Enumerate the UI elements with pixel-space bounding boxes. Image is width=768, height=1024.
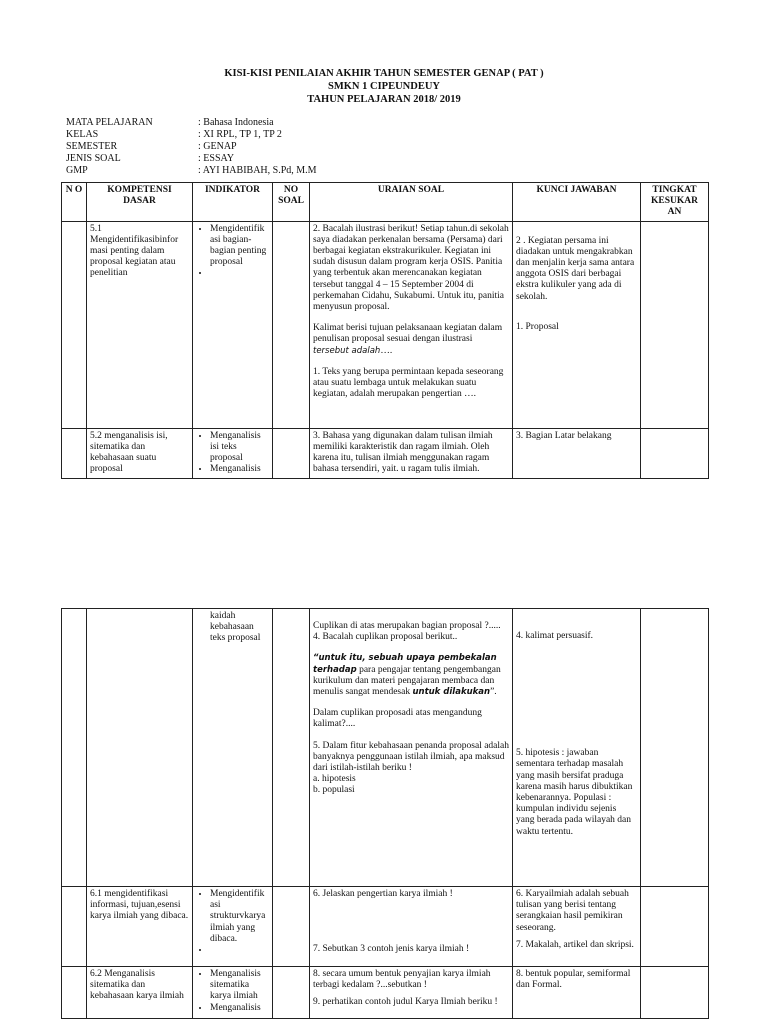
cell-no-soal <box>273 967 310 1019</box>
handwritten-text: tersebut adalah <box>313 345 381 356</box>
table-row <box>62 609 709 887</box>
cell-uraian <box>310 967 513 1019</box>
cell-indikator <box>193 221 273 428</box>
indicator-item: • Menganalisis sitematika karya ilmiah <box>210 969 269 1003</box>
answer-text: 2 . Kegiatan persama ini diadakan untuk mengakrabkan dan menjalin kerja sama antara anggota OSIS dari berbagai ekstra kulikuler yang ada di sekolah. <box>516 235 635 302</box>
cell-tingkat <box>641 609 709 887</box>
question-text: 1. Teks yang berupa permintaan kepada seseorang atau suatu lembaga untuk melakukan suatu kegiatan, adalah merupakan pengertian …. <box>313 366 504 400</box>
cell-no <box>62 967 87 1019</box>
indicator-item: • Menganalisis <box>210 1003 269 1014</box>
cell-no <box>62 221 87 428</box>
indicator-item: • Menganalisis <box>210 464 269 475</box>
cell-indikator <box>193 609 273 887</box>
question-option: a. hipotesis <box>313 774 356 785</box>
cell-kd: 6.1 mengidentifikasi informasi, tujuan,esensi karya ilmiah yang dibaca. <box>87 887 193 967</box>
cell-kd: 5.2 menganalisis isi, sitematika dan kebahasaan suatu proposal <box>87 428 193 478</box>
cell-kd: 6.2 Menganalisis sitematika dan kebahasaan karya ilmiah <box>87 967 193 1019</box>
cell-indikator <box>193 967 273 1019</box>
cell-no <box>62 428 87 478</box>
cell-no <box>62 887 87 967</box>
question-text: 4. Bacalah cuplikan proposal berikut.. <box>313 632 458 643</box>
cell-no <box>62 609 87 887</box>
answer-text: 1. Proposal <box>516 321 559 332</box>
answer-text: 4. kalimat persuasif. <box>516 631 594 641</box>
cell-indikator <box>193 428 273 478</box>
meta-key-type: JENIS SOAL <box>66 153 121 164</box>
meta-value-teacher: : AYI HABIBAH, S.Pd, M.M <box>198 165 317 176</box>
col-tingkat: TINGKAT KESUKAR AN <box>641 183 709 222</box>
meta-value-semester: : GENAP <box>198 141 237 152</box>
grid-table-page-1 <box>61 182 709 479</box>
cell-kunci <box>513 887 641 967</box>
table-row <box>62 428 709 478</box>
cell-no-soal <box>273 428 310 478</box>
meta-key-semester: SEMESTER <box>66 141 118 152</box>
cell-tingkat <box>641 428 709 478</box>
table-row <box>62 967 709 1019</box>
indicator-item: kaidah kebahasaan teks proposal <box>210 611 261 644</box>
cell-kunci: 8. bentuk popular, semiformal dan Formal. <box>513 967 641 1019</box>
question-text: Dalam cuplikan proposadi atas mengandung kalimat?.... <box>313 708 482 730</box>
question-option: b. populasi <box>313 785 355 796</box>
question-text: “untuk itu, sebuah upaya pembekalan terhadap para pengajar tentang pengembangan kurikulum dan materi pengajaran membaca dan menulis sangat mendesak untuk dilakukan”. <box>313 653 501 698</box>
question-text: Cuplikan di atas merupakan bagian proposal ?..... <box>313 621 501 631</box>
answer-text: 7. Makalah, artikel dan skripsi. <box>516 939 634 950</box>
cell-no-soal <box>273 887 310 967</box>
cell-kunci <box>513 221 641 428</box>
col-no: N O <box>62 183 87 222</box>
col-no-soal: NO SOAL <box>273 183 310 222</box>
meta-key-teacher: GMP <box>66 165 88 176</box>
indicator-item <box>210 945 269 956</box>
meta-key-subject: MATA PELAJARAN <box>66 117 153 128</box>
cell-tingkat <box>641 967 709 1019</box>
col-indikator: INDIKATOR <box>193 183 273 222</box>
question-text: 2. Bacalah ilustrasi berikut! Setiap tahun.di sekolah saya diadakan perkenalan bersama (Persama) dari berbagai kegiatan ekstrakurikuler. Kegiatan ini sudah disusun dalam program kerja OSIS. Panitia yang terbentuk akan merencanakan kegiatan tersebut tanggal 4 – 15 September 2004 di perkemahan Cidahu, Sukabumi. Untuk itu, panitia menyusun proposal. <box>313 223 509 313</box>
question-text: 8. secara umum bentuk penyajian karya ilmiah terbagi kedalam ?...sebutkan ! <box>313 969 491 991</box>
grid-table-page-2 <box>61 608 709 1019</box>
indicator-item: • Mengidentifik asi bagian-bagian penting proposal <box>210 224 269 269</box>
question-text: 7. Sebutkan 3 contoh jenis karya ilmiah ! <box>313 944 470 955</box>
indicator-item: • Menganalisis isi teks proposal <box>210 431 269 465</box>
cell-uraian: 3. Bahasa yang digunakan dalam tulisan ilmiah memiliki karakteristik dan ragam ilmiah. Oleh karena itu, tulisan ilmiah menggunakan ragam bahasa tersendiri, yait. u ragam tulis ilmiah. <box>310 428 513 478</box>
cell-kunci <box>513 609 641 887</box>
cell-kd: 5.1 Mengidentifikasibinfor masi penting dalam proposal kegiatan atau penelitian <box>87 221 193 428</box>
cell-indikator <box>193 887 273 967</box>
col-kunci: KUNCI JAWABAN <box>513 183 641 222</box>
table-row <box>62 887 709 967</box>
cell-uraian <box>310 887 513 967</box>
question-text: 6. Jelaskan pengertian karya ilmiah ! <box>313 889 453 899</box>
indicator-item: • Mengidentifik asi strukturvkarya ilmiah yang dibaca. <box>210 889 269 945</box>
cell-uraian <box>310 221 513 428</box>
answer-text: 6. Karyailmiah adalah sebuah tulisan yang berisi tentang serangkaian hasil pemikiran seseorang. <box>516 889 629 933</box>
question-text: 5. Dalam fitur kebahasaan penanda proposal adalah banyaknya penggunaan istilah ilmiah, apa maksud dari istilah-istilah beriku ! <box>313 740 509 774</box>
header-row <box>62 183 709 222</box>
meta-value-class: : XI RPL, TP 1, TP 2 <box>198 129 282 140</box>
meta-value-type: : ESSAY <box>198 153 235 164</box>
meta-key-class: KELAS <box>66 129 99 140</box>
handwritten-text: untuk dilakukan <box>412 687 491 698</box>
cell-uraian <box>310 609 513 887</box>
school-name: SMKN 1 CIPEUNDEUY <box>327 81 440 92</box>
col-uraian: URAIAN SOAL <box>310 183 513 222</box>
cell-kd <box>87 609 193 887</box>
cell-no-soal <box>273 609 310 887</box>
cell-no-soal <box>273 221 310 428</box>
col-kompetensi: KOMPETENSI DASAR <box>87 183 193 222</box>
cell-kunci: 3. Bagian Latar belakang <box>513 428 641 478</box>
academic-year: TAHUN PELAJARAN 2018/ 2019 <box>307 94 461 105</box>
cell-tingkat <box>641 887 709 967</box>
question-text: 9. perhatikan contoh judul Karya Ilmiah beriku ! <box>313 997 498 1008</box>
cell-tingkat <box>641 221 709 428</box>
answer-text: 5. hipotesis : jawaban sementara terhadap masalah yang masih bersifat praduga karena masih harus dibuktikan kebenarannya. Populasi : kumpulan individu sejenis yang berada pada wilayah dan waktu tertentu. <box>516 748 633 837</box>
meta-value-subject: : Bahasa Indonesia <box>198 117 274 128</box>
indicator-item <box>210 268 269 279</box>
table-row <box>62 221 709 428</box>
handwritten-text: “untuk itu, sebuah upaya pembekalan terhadap <box>313 653 497 675</box>
question-text: Kalimat berisi tujuan pelaksanaan kegiatan dalam penulisan proposal sesuai dengan ilustrasi tersebut adalah…. <box>313 323 503 356</box>
doc-title: KISI-KISI PENILAIAN AKHIR TAHUN SEMESTER GENAP ( PAT ) <box>224 68 544 79</box>
